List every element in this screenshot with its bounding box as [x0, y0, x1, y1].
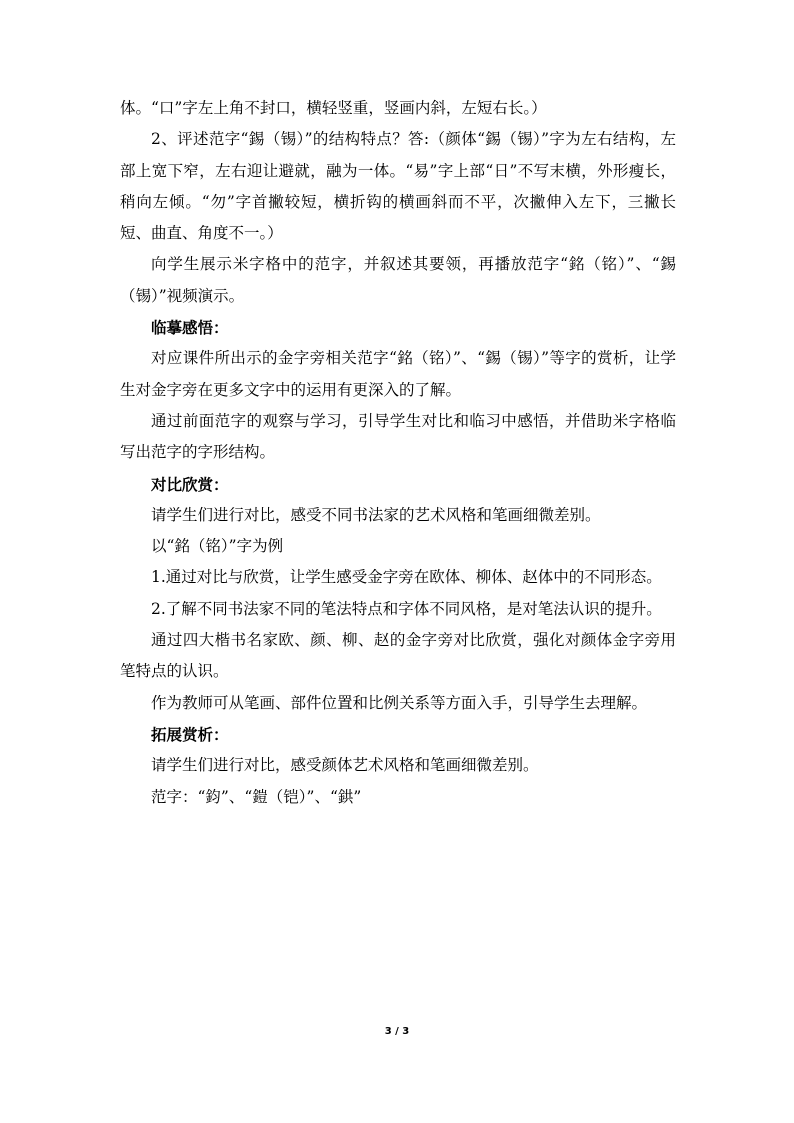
paragraph-example-character: 以“銘（铭）”字为例	[151, 537, 284, 556]
paragraph-demonstration: 向学生展示米字格中的范字，并叙述其要领，再播放范字“銘（铭）”、“錫（锡）”视频演示。	[120, 255, 676, 305]
list-item-1: 1.通过对比与欣赏，让学生感受金字旁在欧体、柳体、赵体中的不同形态。	[151, 568, 662, 587]
paragraph-question-2: 2、评述范字“錫（锡）”的结构特点？答:（颜体“錫（锡）”字为左右结构，左部上宽下窄，左右迎让避就，融为一体。“易”字上部“日”不写末横，外形瘦长，稍向左倾。“勿”字首撇较短，横折钩的横画斜而不平，次撇伸入左下，三撇长短、曲直、角度不一。）	[120, 130, 676, 243]
document-body	[120, 93, 676, 813]
paragraph-sample-characters: 范字：“鈞”、“鎧（铠）”、“鉷”	[151, 787, 362, 806]
paragraph-teacher-guidance: 作为教师可从笔画、部件位置和比例关系等方面入手，引导学生去理解。	[151, 693, 648, 712]
paragraph-guided-copying: 通过前面范字的观察与学习，引导学生对比和临习中感悟，并借助米字格临写出范字的字形结构。	[120, 411, 676, 462]
page-number: 3 / 3	[384, 1026, 410, 1037]
paragraph-four-masters: 通过四大楷书名家欧、颜、柳、赵的金字旁对比欣赏，强化对颜体金字旁用笔特点的认识。	[120, 631, 676, 681]
heading-copying-insight: 临摹感悟：	[151, 318, 229, 338]
paragraph-continuation: 体。“口”字左上角不封口，横轻竖重，竖画内斜，左短右长。）	[120, 99, 547, 117]
paragraph-compare-styles: 请学生们进行对比，感受不同书法家的艺术风格和笔画细微差别。	[151, 505, 601, 524]
heading-extended-appreciation: 拓展赏析：	[151, 724, 229, 744]
paragraph-yan-style-compare: 请学生们进行对比，感受颜体艺术风格和笔画细微差别。	[151, 756, 539, 775]
list-item-2: 2.了解不同书法家不同的笔法特点和字体不同风格，是对笔法认识的提升。	[151, 599, 662, 618]
heading-comparison-appreciation: 对比欣赏：	[151, 474, 229, 494]
paragraph-courseware-appreciation: 对应课件所出示的金字旁相关范字“銘（铭）”、“錫（锡）”等字的赏析，让学生对金字旁在更多文字中的运用有更深入的了解。	[120, 349, 676, 399]
